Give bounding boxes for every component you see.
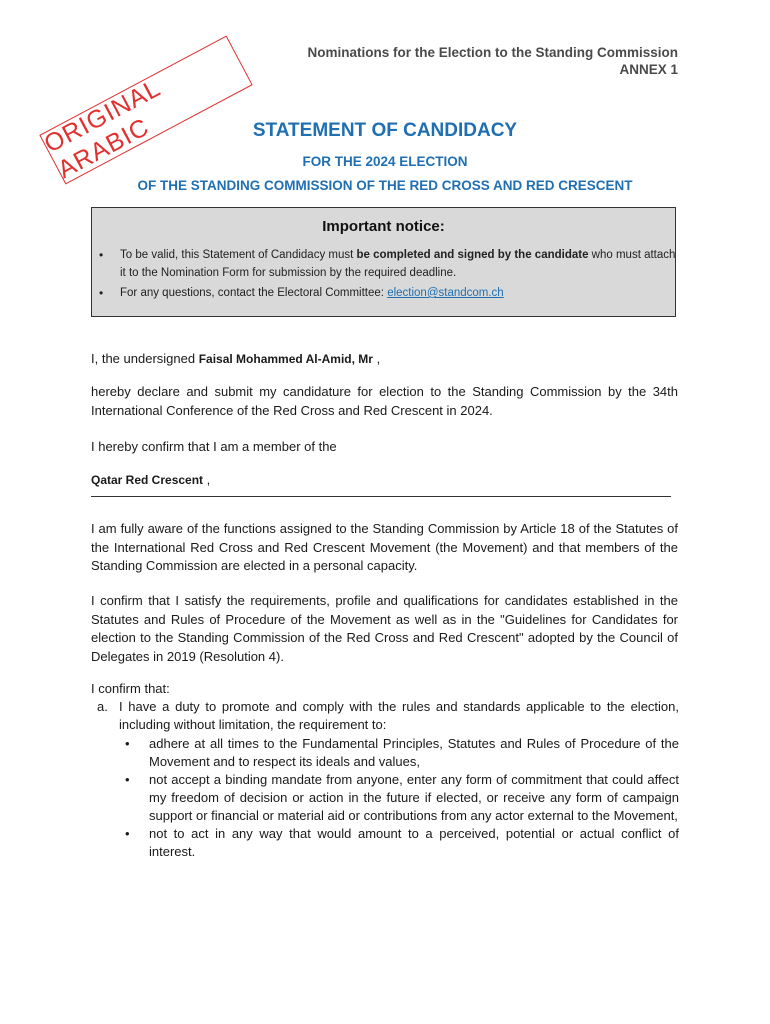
important-notice-box [91, 207, 676, 317]
electoral-committee-email-link[interactable]: election@standcom.ch [387, 287, 504, 299]
confirm-that-line: I confirm that: [91, 681, 170, 696]
bullet-binding-mandate: • not accept a binding mandate from anyone, enter any form of commitment that could affect my freedom of decision or action in the future if elected, or receive any form of campaign support or financial or material aid or contributions from any actor external to the Movement, [123, 771, 679, 825]
requirements-paragraph: I confirm that I satisfy the requirements, profile and qualifications for candidates established in the Statutes and Rules of Procedure of the Movement as well as in the "Guidelines for Candidates for election to the Standing Commission of the Red Cross and Red Crescent" adopted by the Council of Delegates in 2019 (Resolution 4). [91, 593, 678, 664]
notice-item-validity: • To be valid, this Statement of Candidacy must be completed and signed by the candidate who must attach it to the Nomination Form for submission by the required deadline. [92, 246, 677, 282]
document-subtitle-year: FOR THE 2024 ELECTION [302, 154, 468, 169]
awareness-paragraph: I am fully aware of the functions assigned to the Standing Commission by Article 18 of the Statutes of the International Red Cross and Red Crescent Movement (the Movement) and that members of the Standing Commission are elected in a personal capacity. [91, 521, 678, 573]
item-a-text: I have a duty to promote and comply with the rules and standards applicable to the election, including without limitation, the requirement to: [119, 699, 679, 732]
document-subtitle-commission: OF THE STANDING COMMISSION OF THE RED CROSS AND RED CRESCENT [137, 178, 633, 193]
national-society-name: Qatar Red Crescent [91, 473, 204, 487]
notice-heading: Important notice: [322, 218, 445, 235]
item-a-label: a. [97, 699, 108, 714]
requirement-bullets [123, 735, 679, 861]
bullet-conflict-of-interest: • not to act in any way that would amount to a perceived, potential or actual conflict of interest. [123, 825, 679, 861]
annex-label: ANNEX 1 [619, 62, 678, 77]
notice-list [92, 246, 677, 304]
candidate-name: Faisal Mohammed Al-Amid, Mr [198, 352, 373, 366]
society-line: Qatar Red Crescent , [91, 472, 211, 487]
undersigned-line: I, the undersigned Faisal Mohammed Al-Amid, Mr , [91, 351, 381, 366]
declaration-paragraph: hereby declare and submit my candidature for election to the Standing Commission by the 34th International Conference of the Red Cross and Red Crescent in 2024. [91, 384, 678, 418]
nomination-line: Nominations for the Election to the Standing Commission [307, 45, 678, 60]
member-of-line: I hereby confirm that I am a member of the [91, 439, 337, 454]
notice-item-contact: • For any questions, contact the Electoral Committee: election@standcom.ch [92, 284, 677, 302]
society-underline [91, 496, 671, 497]
document-title: STATEMENT OF CANDIDACY [252, 120, 518, 141]
bullet-fundamental-principles: • adhere at all times to the Fundamental Principles, Statutes and Rules of Procedure of the Movement and to respect its ideals and values, [123, 735, 679, 771]
header-block [307, 44, 678, 78]
original-arabic-stamp: ORIGINAL ARABIC [39, 36, 252, 185]
